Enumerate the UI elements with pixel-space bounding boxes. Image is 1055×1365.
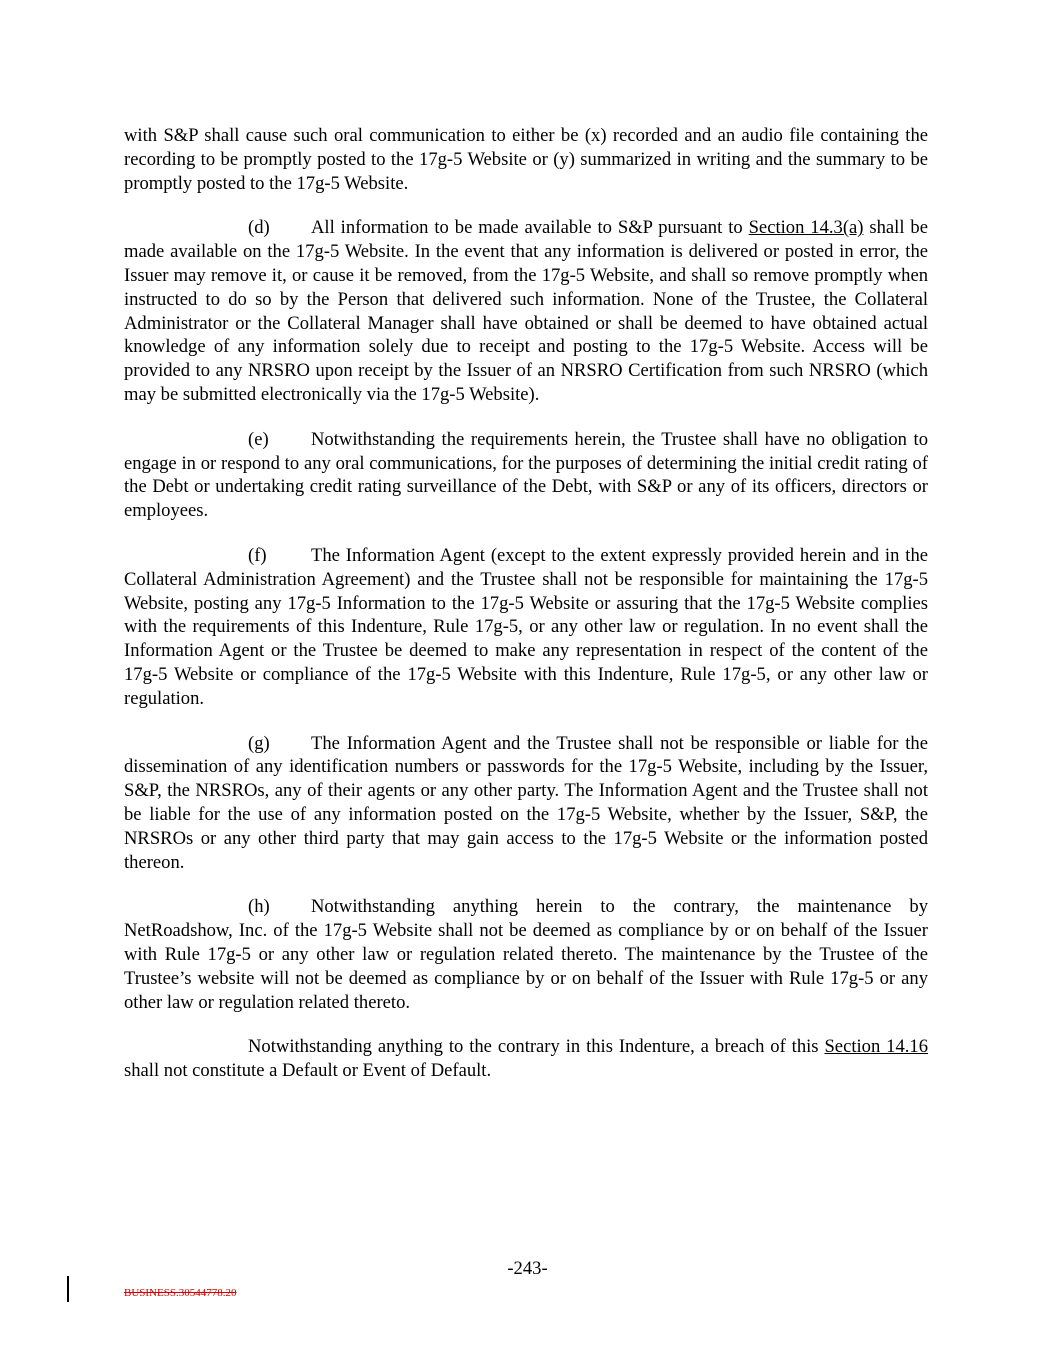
- paragraph-text: The Information Agent and the Trustee shall not be responsible or liable for the dissemination of any identification numbers or passwords for the 17g-5 Website, including by the Issuer, S&P, the NRSROs, any of their agents or any other party. The Information Agent and the Trustee shall not be liable for the use of any information posted on the 17g-5 Website, whether by the Issuer, S&P, the NRSROs or any other third party that may gain access to the 17g-5 Website or the information posted thereon.: [124, 732, 928, 873]
- paragraph-h: [124, 895, 928, 1014]
- paragraph-text: Notwithstanding anything herein to the contrary, the maintenance by NetRoadshow, Inc. of the 17g-5 Website shall not be deemed as compliance by or on behalf of the Issuer with Rule 17g-5 or any other law or regulation related thereto. The maintenance by the Trustee of the Trustee’s website will not be deemed as compliance by or on behalf of the Issuer with Rule 17g-5 or any other law or regulation related thereto.: [124, 896, 928, 1013]
- paragraph-e: [124, 428, 928, 523]
- paragraph-marker: (d): [248, 217, 270, 239]
- paragraph-text: All information to be made available to S&P pursuant to: [311, 217, 749, 239]
- paragraph-marker: (h): [248, 896, 270, 918]
- paragraph-d: [124, 216, 928, 406]
- change-bar: [67, 1276, 69, 1302]
- document-body: [124, 124, 928, 1104]
- paragraph-text: with S&P shall cause such oral communication to either be (x) recorded and an audio file containing the recording to be promptly posted to the 17g-5 Website or (y) summarized in writing and the summary to be promptly posted to the 17g-5 Website.: [124, 125, 928, 194]
- paragraph-text: shall be made available on the 17g-5 Website. In the event that any information is delivered or posted in error, the Issuer may remove it, or cause it be removed, from the 17g-5 Website, and shall so remove promptly when instructed to do so by the Person that delivered such information. None of the Trustee, the Collateral Administrator or the Collateral Manager shall have obtained or shall be deemed to have obtained actual knowledge of any information solely due to receipt and posting to the 17g-5 Website. Access will be provided to any NRSRO upon receipt by the Issuer of an NRSRO Certification from such NRSRO (which may be submitted electronically via the 17g-5 Website).: [124, 217, 928, 405]
- page-number: -243-: [507, 1258, 548, 1279]
- paragraph-marker: (f): [248, 544, 267, 566]
- paragraph-continuation: [124, 124, 928, 195]
- section-reference: Section 14.16: [824, 1036, 928, 1058]
- paragraph-text: Notwithstanding the requirements herein, the Trustee shall have no obligation to engage in or respond to any oral communications, for the purposes of determining the initial credit rating of the Debt or undertaking credit rating surveillance of the Debt, with S&P or any of its officers, directors or employees.: [124, 428, 928, 522]
- paragraph-text: Notwithstanding anything to the contrary in this Indenture, a breach of this: [248, 1036, 825, 1058]
- paragraph-text: shall not constitute a Default or Event of Default.: [124, 1060, 492, 1082]
- section-reference: Section 14.3(a): [748, 217, 864, 239]
- paragraph-marker: (e): [248, 428, 269, 450]
- paragraph-text: The Information Agent (except to the extent expressly provided herein and in the Collateral Administration Agreement) and the Trustee shall not be responsible for maintaining the 17g-5 Website, posting any 17g-5 Information to the 17g-5 Website or assuring that the 17g-5 Website complies with the requirements of this Indenture, Rule 17g-5, or any other law or regulation. In no event shall the Information Agent or the Trustee be deemed to make any representation in respect of the content of the 17g-5 Website or compliance of the 17g-5 Website with this Indenture, Rule 17g-5, or any other law or regulation.: [124, 544, 928, 709]
- document-id: BUSINESS.30544778.20: [124, 1287, 237, 1299]
- paragraph-g: [124, 732, 928, 875]
- paragraph-closing: [124, 1035, 928, 1083]
- paragraph-marker: (g): [248, 732, 270, 754]
- paragraph-f: [124, 544, 928, 711]
